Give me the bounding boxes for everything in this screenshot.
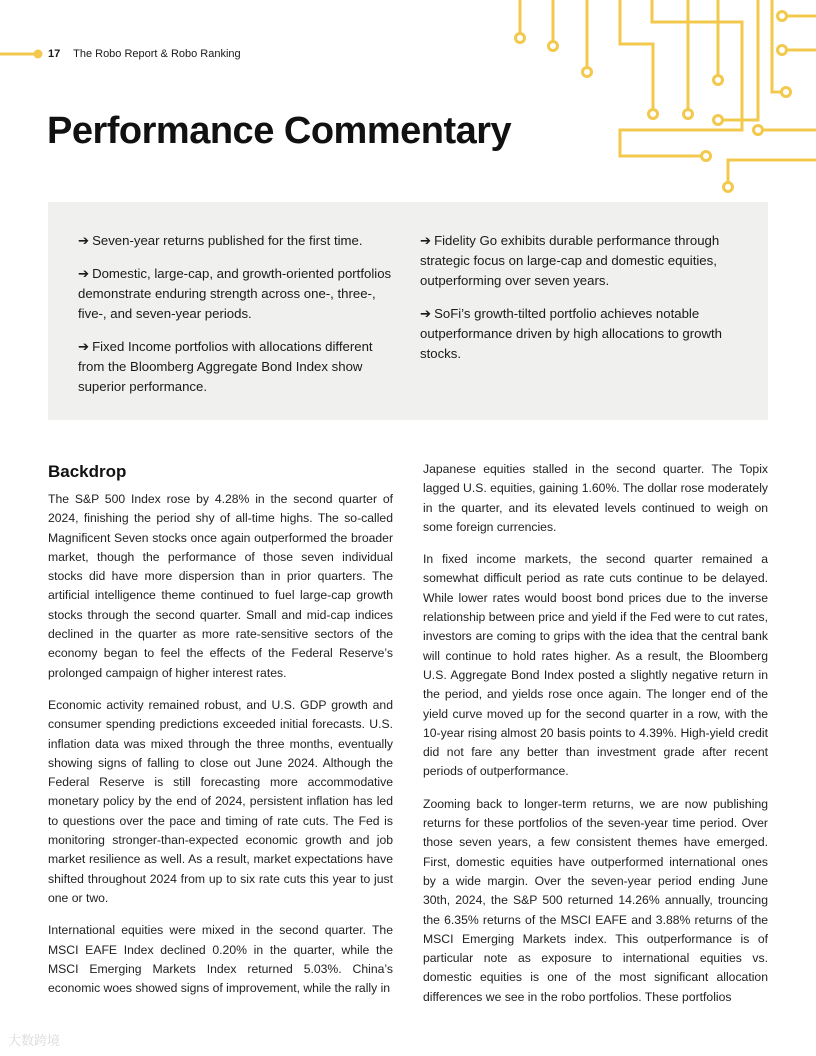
page-header <box>48 48 241 60</box>
key-point: ➔ Seven-year returns published for the first time. <box>78 233 363 248</box>
page-number: 17 <box>48 48 61 60</box>
body-paragraph: Economic activity remained robust, and U.S. GDP growth and consumer spending predictions exceeded initial forecasts. U.S. inflation data was mixed through the three months, eventually showing signs of falling to close out June 2024. Although the Federal Reserve is still forecasting more accommodative monetary policy by the end of 2024, persistent inflation has led to questions over the pace and timing of rate cuts. The Fed is monitoring stronger-than-expected economic growth and job market resilience as well. As a result, market expectations have shifted throughout 2024 from up to six rate cuts this year to just one or two. <box>48 697 393 905</box>
key-point: ➔ Fidelity Go exhibits durable performance through strategic focus on large-cap and domestic equities, outperforming over seven years. <box>420 233 720 288</box>
key-point: ➔ SoFi’s growth-tilted portfolio achieves notable outperformance driven by high allocations to growth stocks. <box>420 306 723 361</box>
key-point: ➔ Domestic, large-cap, and growth-oriented portfolios demonstrate enduring strength across one-, three-, five-, and seven-year periods. <box>78 266 392 321</box>
watermark: 大数跨境 <box>8 1033 61 1048</box>
section-heading: Backdrop <box>48 462 127 481</box>
key-points-right <box>420 231 738 377</box>
body-paragraph: The S&P 500 Index rose by 4.28% in the second quarter of 2024, finishing the period shy of all-time highs. The so-called Magnificent Seven stocks once again outperformed the broader market, though the performance of those seven individual stocks did have more dispersion than in prior quarters. The artificial intelligence theme continued to fuel large-cap growth stocks through the second quarter. Small and mid-cap indices declined in the quarter as more rate-sensitive sectors of the economy began to feel the effects of the Federal Reserve’s prolonged campaign of higher interest rates. <box>48 492 393 680</box>
report-name: The Robo Report & Robo Ranking <box>73 48 241 60</box>
arrow-right-icon: ➔ <box>78 339 90 354</box>
body-paragraph: Japanese equities stalled in the second quarter. The Topix lagged U.S. equities, gaining 1.60%. The dollar rose moderately in the quarter, and its elevated levels continued to weigh on some foreign currencies. <box>423 462 768 534</box>
circuit-decoration <box>0 0 816 200</box>
body-column-left <box>48 460 393 1011</box>
key-point: ➔ Fixed Income portfolios with allocations different from the Bloomberg Aggregate Bond Index show superior performance. <box>78 339 373 394</box>
body-paragraph: In fixed income markets, the second quarter remained a somewhat difficult period as rate cuts continue to be delayed. While lower rates would boost bond prices due to the inverse relationship between price and yield if the Fed were to cut rates, investors are coming to grips with the idea that the central bank will continue to hold rates higher. As a result, the Bloomberg U.S. Aggregate Bond Index posted a slightly negative return in the period, and yields rose once again. The longer end of the yield curve moved up for the second quarter in a row, with the 10-year rising almost 20 basis points to 4.39%. High-yield credit did not fare any better than investment grade after recent periods of outperformance. <box>423 552 768 779</box>
body-paragraph: International equities were mixed in the second quarter. The MSCI EAFE Index declined 0.20% in the quarter, while the MSCI Emerging Markets Index returned 5.03%. China’s economic woes showed signs of improvement, while the rally in <box>48 923 393 996</box>
arrow-right-icon: ➔ <box>78 233 90 248</box>
arrow-right-icon: ➔ <box>420 306 432 321</box>
arrow-right-icon: ➔ <box>78 266 90 281</box>
key-points-panel <box>48 202 768 420</box>
page-title: Performance Commentary <box>47 110 512 152</box>
arrow-right-icon: ➔ <box>420 233 432 248</box>
body-column-right <box>423 460 768 1020</box>
body-paragraph: Zooming back to longer-term returns, we are now publishing returns for these portfolios of the seven-year time period. Over those seven years, a few consistent themes have emerged. First, domestic equities have outperformed international ones by a wide margin. Over the seven-year period ending June 30th, 2024, the S&P 500 returned 14.26% annually, trouncing the 6.35% returns of the MSCI EAFE and 3.88% returns of the MSCI Emerging Markets index. This outperformance is of particular note as exposure to international equities vs. domestic equities is one of the most significant allocation differences we see in the robo portfolios. These portfolios <box>423 796 768 1004</box>
key-points-left <box>78 231 396 410</box>
